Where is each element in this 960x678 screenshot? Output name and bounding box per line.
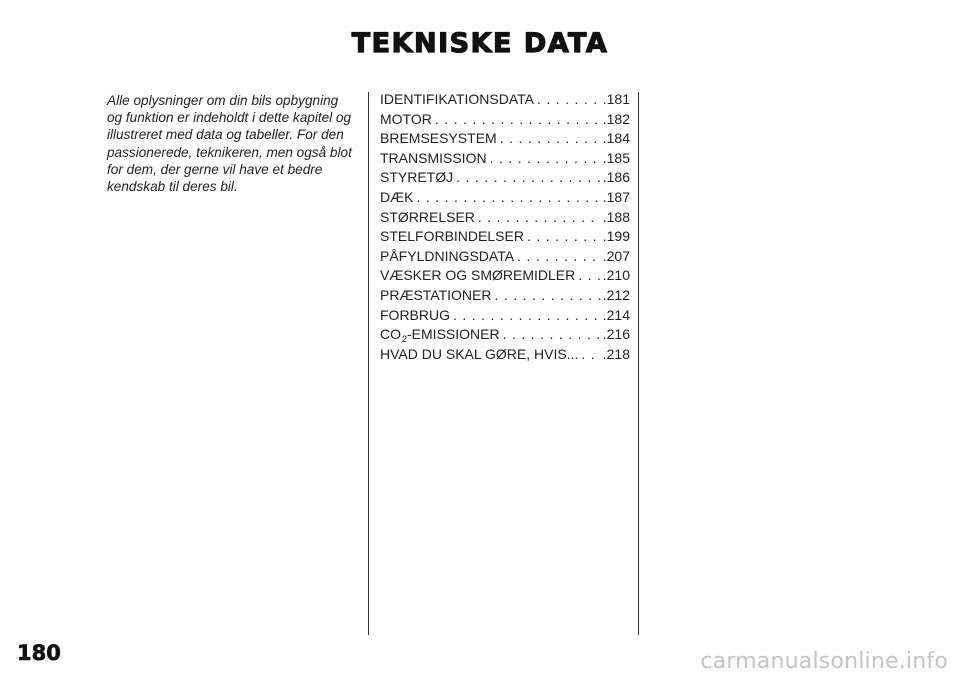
toc-item-page: .186 [602, 169, 630, 186]
toc-item-label: MOTOR [380, 110, 432, 127]
column-divider-right [638, 92, 639, 635]
toc-item-label [380, 326, 500, 344]
toc-leader-dots [413, 189, 600, 205]
toc-item-label: FORBRUG [380, 306, 450, 323]
site-watermark: carmanualsonline.info [700, 649, 948, 674]
toc-item-label: STØRRELSER [380, 208, 475, 225]
toc-item-page: .182 [602, 110, 630, 127]
toc-leader-dots [514, 248, 601, 264]
toc-item-page: .218 [602, 345, 630, 362]
toc-item-label: HVAD DU SKAL GØRE, HVIS... [380, 345, 579, 362]
toc-leader-dots [432, 111, 601, 127]
toc-item-label: VÆSKER OG SMØREMIDLER [380, 267, 576, 284]
toc-item-page: .188 [602, 208, 630, 225]
toc-item-label: PRÆSTATIONER [380, 286, 492, 303]
toc-item-label: STYRETØJ [380, 169, 454, 186]
toc-item-page: .181 [602, 91, 630, 107]
toc-item-pafyldningsdata[interactable] [380, 248, 630, 268]
toc-leader-dots [575, 267, 600, 283]
toc-item-storrelser[interactable] [380, 209, 630, 229]
toc-item-motor[interactable] [380, 111, 630, 131]
toc-item-label-suffix: -EMISSIONER [407, 326, 500, 343]
column-divider-left [368, 92, 369, 635]
toc-item-label-main: CO [380, 326, 401, 343]
toc-leader-dots [497, 130, 601, 146]
toc-item-label: BREMSESYSTEM [380, 130, 497, 147]
toc-item-identifikationsdata[interactable] [380, 91, 630, 111]
table-of-contents [380, 91, 630, 365]
toc-item-page: .214 [602, 306, 630, 323]
toc-item-stelforbindelser[interactable] [380, 228, 630, 248]
toc-item-label: IDENTIFIKATIONSDATA [380, 91, 535, 107]
toc-item-styretoj[interactable] [380, 169, 630, 189]
toc-item-page: .185 [602, 149, 630, 166]
toc-item-page: .187 [602, 188, 630, 205]
toc-item-page: .210 [602, 267, 630, 284]
toc-leader-dots [475, 209, 601, 225]
toc-item-page: .184 [602, 130, 630, 147]
toc-item-page: .207 [602, 247, 630, 264]
toc-item-label: TRANSMISSION [380, 149, 487, 166]
toc-item-label: DÆK [380, 188, 414, 205]
toc-leader-dots [453, 169, 601, 185]
chapter-intro: Alle oplysninger om din bils opbygning og funktion er indeholdt i dette kapitel og illustreret med data og tabeller. For den passionerede, teknikeren, men også blot for dem, der gerne vil have et bedre kendskab til deres bil. [107, 93, 352, 195]
toc-item-transmission[interactable] [380, 150, 630, 170]
toc-item-bremsesystem[interactable] [380, 130, 630, 150]
toc-item-vaesker-og-smoremidler[interactable] [380, 267, 630, 287]
toc-leader-dots [500, 326, 601, 342]
toc-item-page: .199 [602, 228, 630, 245]
toc-item-hvad-du-skal-gore[interactable] [380, 346, 630, 366]
toc-item-page: .216 [602, 326, 630, 343]
toc-leader-dots [578, 346, 600, 362]
toc-leader-dots [534, 91, 601, 107]
toc-item-label: STELFORBINDELSER [380, 228, 524, 245]
toc-item-daek[interactable] [380, 189, 630, 209]
toc-item-label: PÅFYLDNINGSDATA [380, 247, 515, 264]
toc-item-label-subscript: 2 [402, 334, 408, 345]
toc-item-forbrug[interactable] [380, 307, 630, 327]
chapter-title: TEKNISKE DATA [351, 28, 609, 59]
toc-item-co2-emissioner[interactable] [380, 326, 630, 346]
toc-item-praestationer[interactable] [380, 287, 630, 307]
toc-leader-dots [524, 228, 601, 244]
page-number: 180 [17, 641, 61, 665]
toc-leader-dots [450, 307, 601, 323]
toc-leader-dots [487, 150, 601, 166]
toc-item-page: .212 [602, 286, 630, 303]
toc-leader-dots [492, 287, 601, 303]
